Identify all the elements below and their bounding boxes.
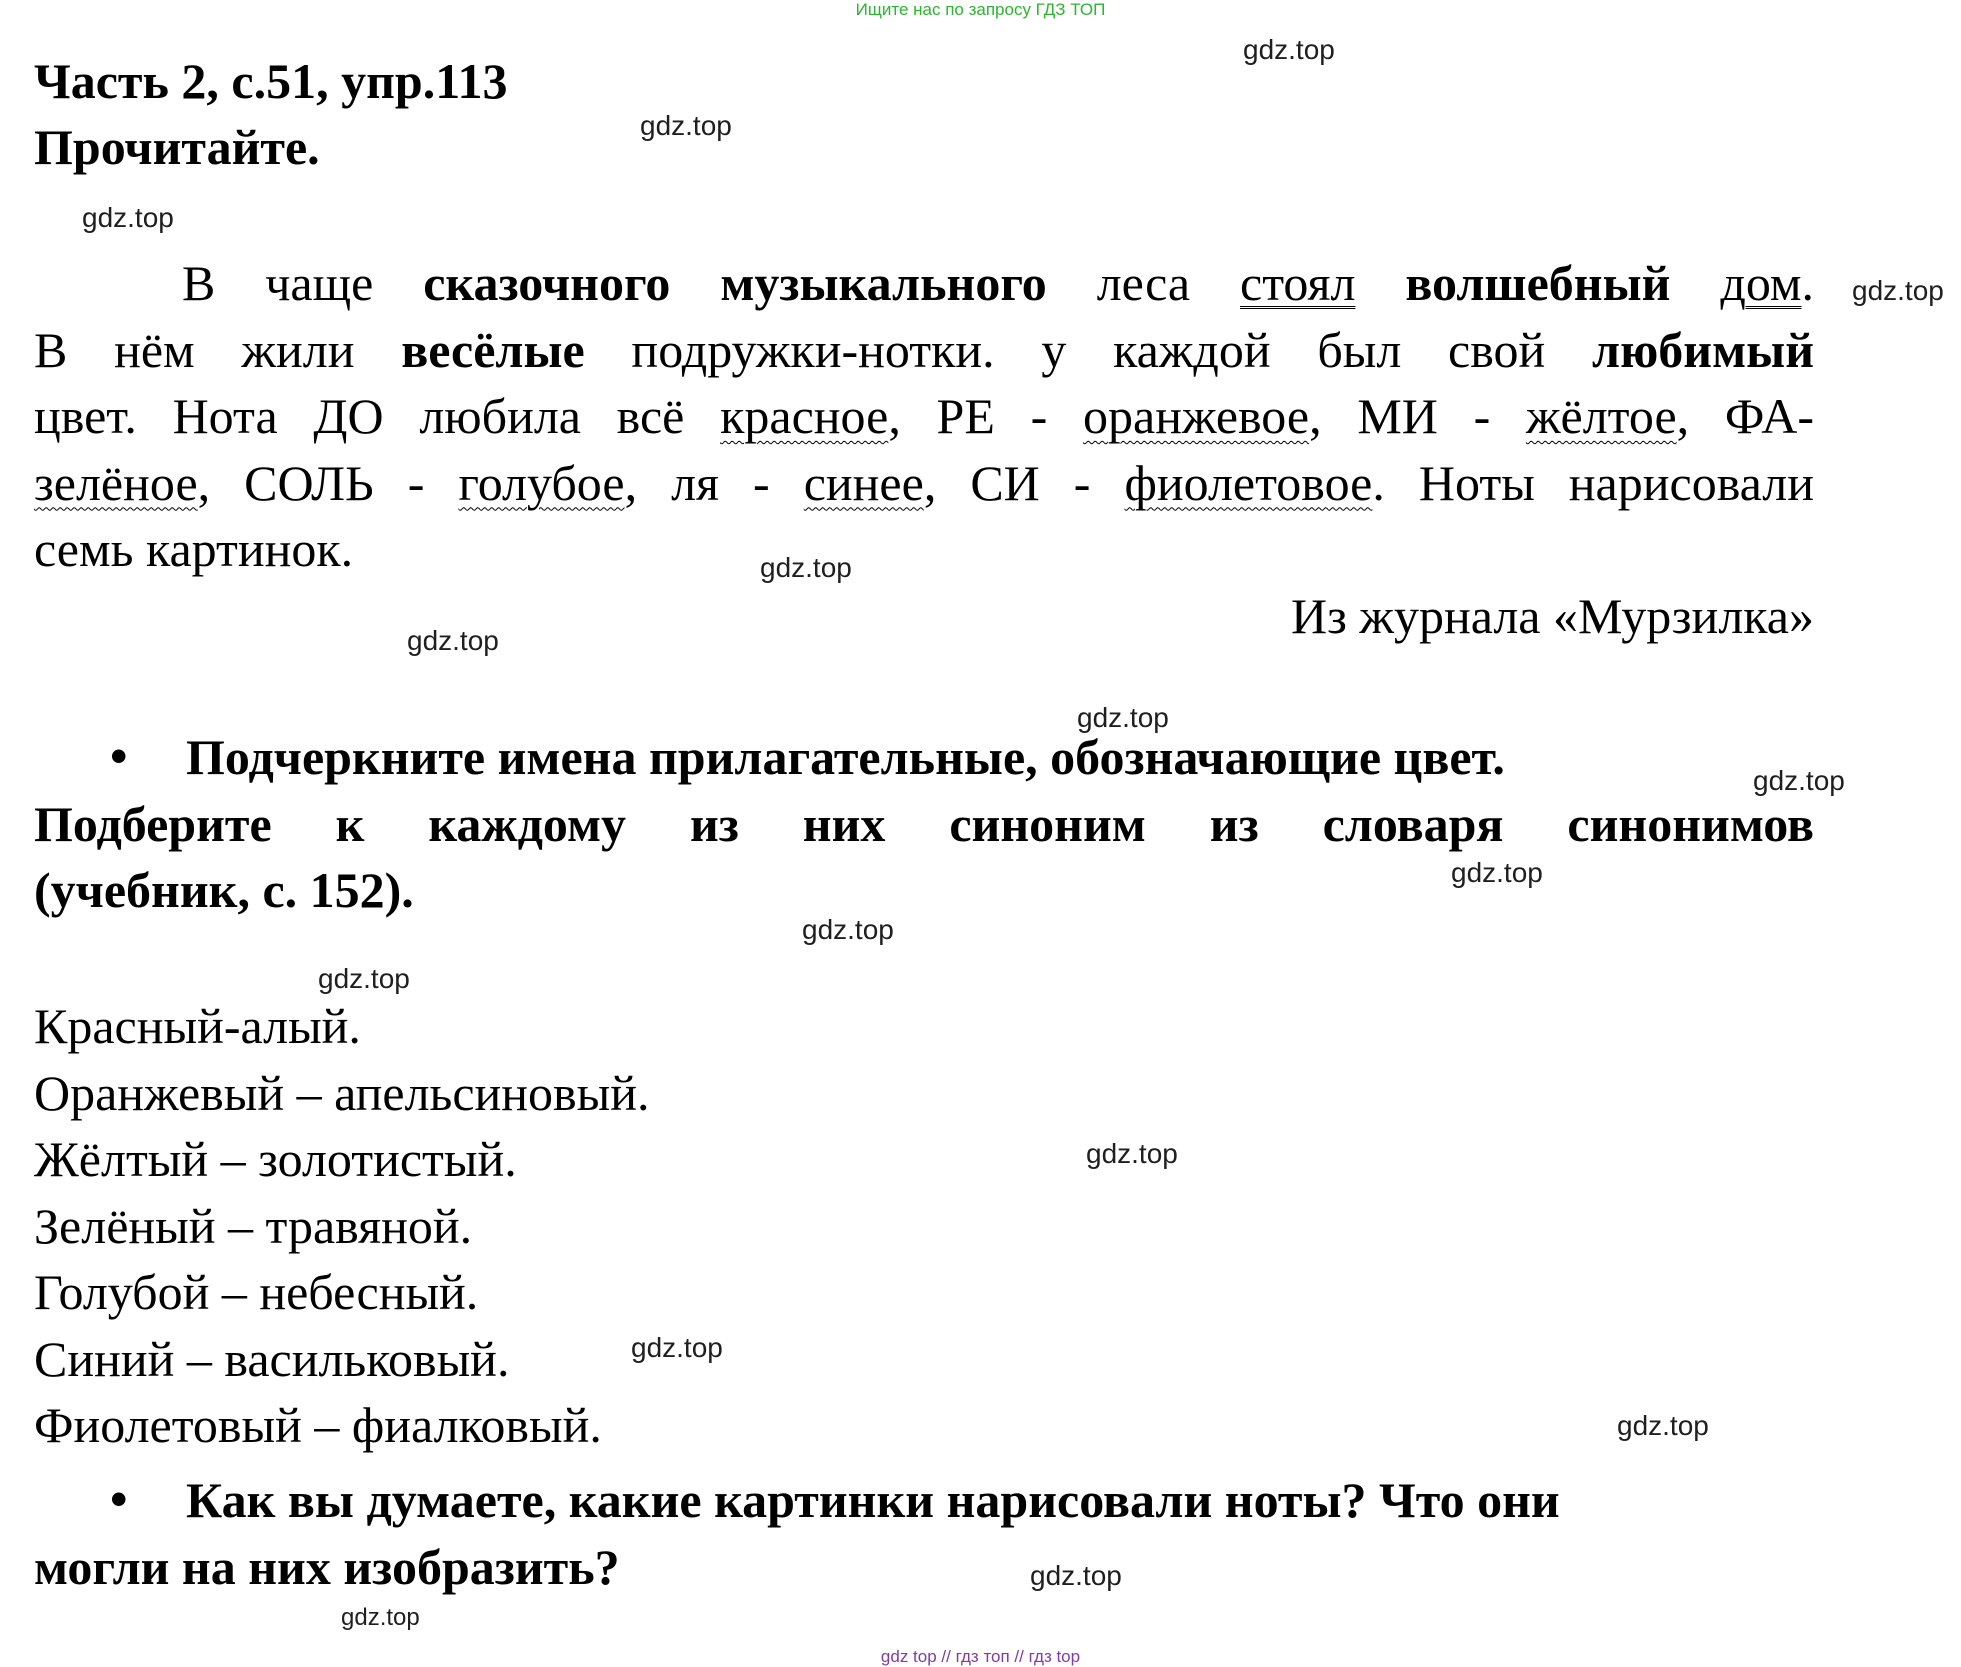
answer-item: Жёлтый – золотистый.	[34, 1131, 517, 1187]
watermark: gdz.top	[760, 552, 852, 583]
watermark: gdz.top	[1243, 34, 1335, 65]
watermark: gdz.top	[318, 963, 410, 994]
underlined-noun: дом	[1720, 255, 1802, 311]
task-2-line-2: могли на них изобразить?	[34, 1538, 620, 1595]
color-adjective: фиолетовое	[1124, 454, 1373, 511]
watermark: gdz.top	[1077, 702, 1169, 733]
task-1-line-3: (учебник, с. 152).	[34, 862, 414, 918]
task-2-line-1: Как вы думаете, какие картинки нарисовали ноты? Что они	[186, 1472, 1560, 1528]
color-adjective: зелёное	[34, 454, 198, 511]
text-line-4: зелёное, СОЛЬ - голубое, ля - синее, СИ - фиолетовое. Ноты нарисовали	[34, 454, 1814, 511]
page-title: Часть 2, с.51, упр.113	[34, 53, 508, 109]
watermark: gdz.top	[1753, 765, 1845, 796]
underlined-verb: стоял	[1240, 255, 1356, 311]
color-adjective: голубое	[458, 454, 625, 511]
answer-item: Фиолетовый – фиалковый.	[34, 1397, 602, 1453]
watermark: gdz.top	[631, 1332, 723, 1363]
task-2	[34, 1467, 1814, 1600]
answer-item: Синий – васильковый.	[34, 1330, 510, 1387]
color-adjective: оранжевое	[1083, 388, 1310, 444]
watermark: gdz.top	[1086, 1138, 1178, 1169]
bullet-1: •	[110, 728, 128, 784]
text-line-1: В чаще сказочного музыкального леса стоял волшебный дом.	[182, 255, 1815, 311]
task-1	[34, 724, 1814, 924]
text-line-5: семь картинок.	[34, 521, 354, 577]
answers-list	[34, 993, 650, 1459]
task-1-line-1: Подчеркните имена прилагательные, обозначающие цвет.	[186, 729, 1505, 785]
task-1-line-2: Подберите к каждому из них синоним из словаря синонимов	[34, 795, 1814, 852]
answer-item: Красный-алый.	[34, 998, 361, 1054]
instruction-heading: Прочитайте.	[34, 119, 320, 175]
bullet-2: •	[110, 1471, 128, 1527]
footer-note: gdz top // гдз топ // гдз top	[880, 1647, 1081, 1666]
header-note: Ищите нас по запросу ГДЗ ТОП	[855, 0, 1106, 19]
watermark: gdz.top	[407, 625, 499, 656]
watermark: gdz.top	[1617, 1410, 1709, 1441]
color-adjective: красное	[720, 388, 889, 444]
answer-item: Оранжевый – апельсиновый.	[34, 1064, 650, 1121]
color-adjective: синее	[803, 454, 924, 511]
watermark: gdz.top	[1030, 1560, 1122, 1591]
text-line-2: В нём жили весёлые подружки-нотки. у каждой был свой любимый	[34, 321, 1815, 378]
watermark: gdz.top	[82, 202, 174, 233]
answer-item: Голубой – небесный.	[34, 1264, 479, 1320]
watermark: gdz.top	[640, 110, 732, 141]
text-source: Из журнала «Мурзилка»	[1291, 587, 1814, 644]
color-adjective: жёлтое	[1525, 388, 1677, 444]
watermark: gdz.top	[1852, 275, 1944, 306]
watermark: gdz.top	[1451, 857, 1543, 888]
text-line-3: цвет. Нота ДО любила всё красное, РЕ - оранжевое, МИ - жёлтое, ФА-	[34, 388, 1814, 444]
reading-text	[34, 250, 1814, 649]
watermark: gdz.top	[802, 914, 894, 945]
watermark: gdz.top	[341, 1604, 420, 1631]
answer-item: Зелёный – травяной.	[34, 1197, 473, 1254]
